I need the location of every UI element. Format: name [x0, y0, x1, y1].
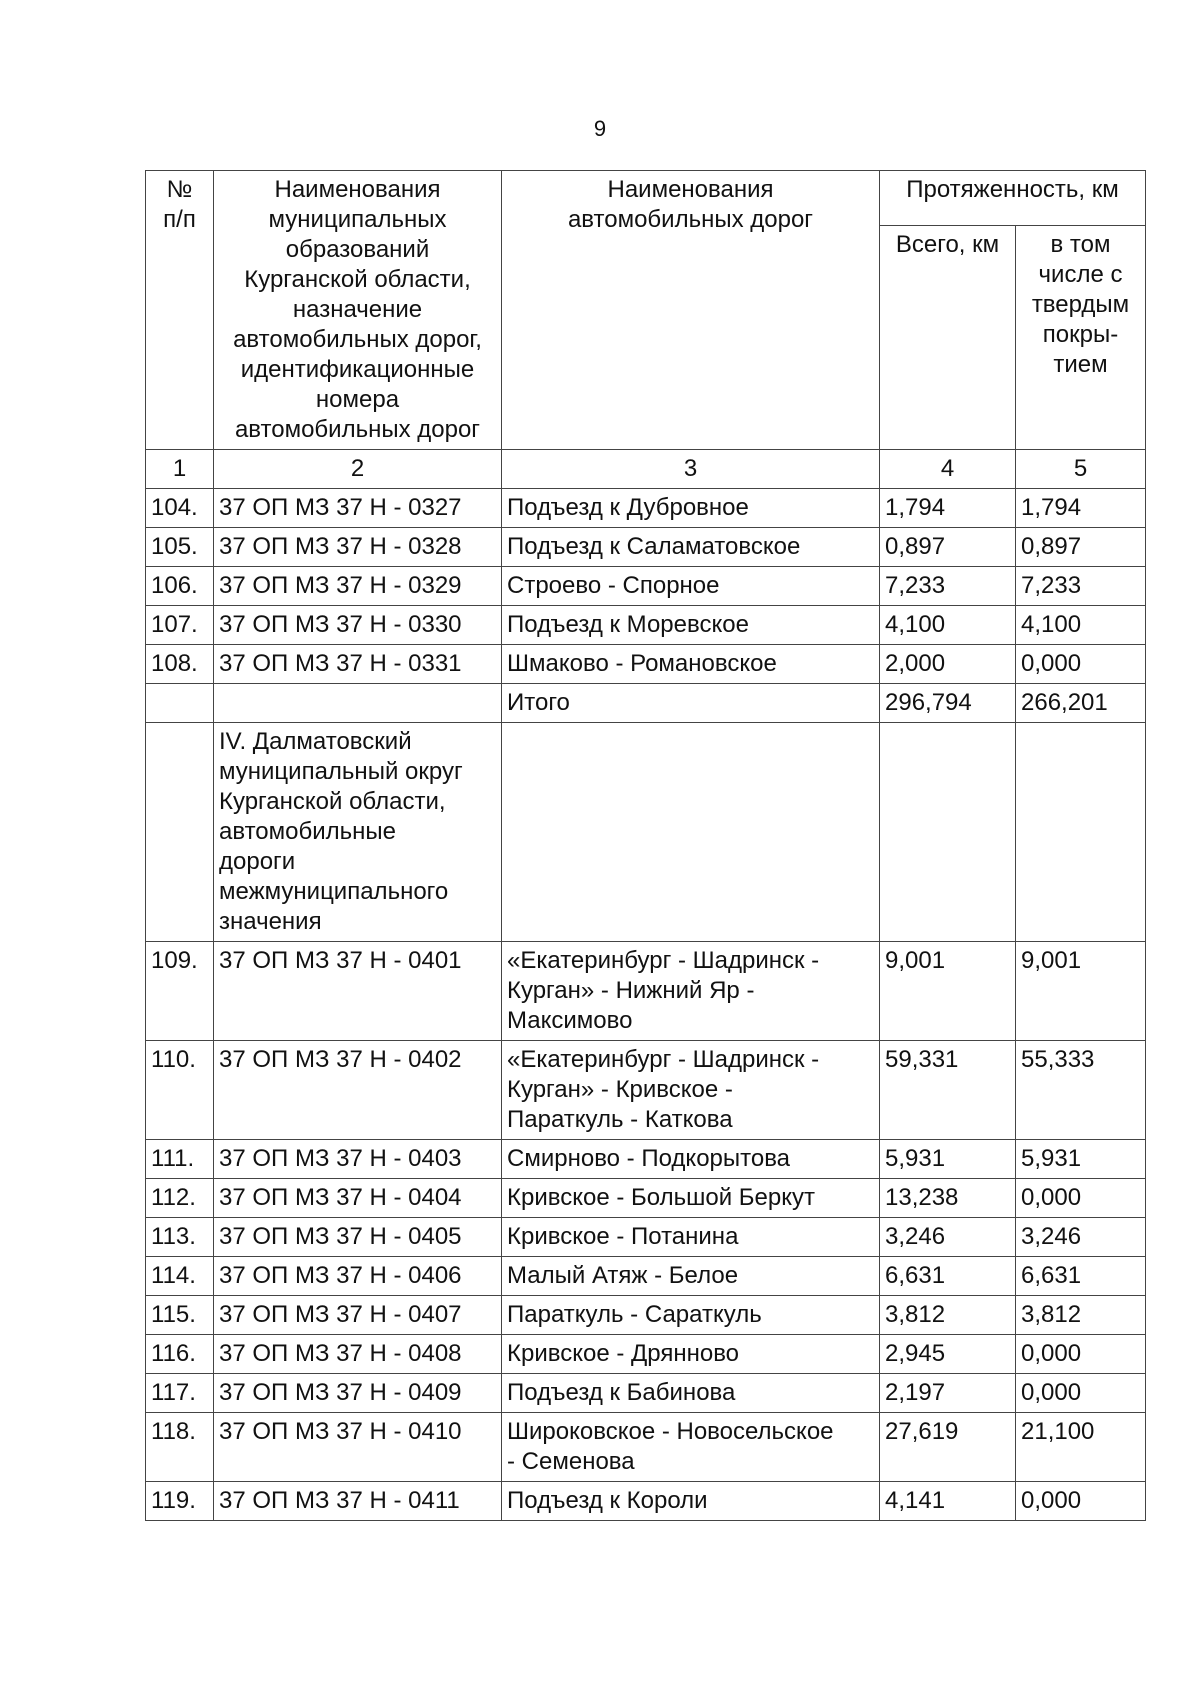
road-name: Подъезд к Моревское — [502, 606, 880, 645]
table-row — [146, 1257, 1146, 1296]
header-length-group-label: Протяженность, км — [906, 176, 1119, 203]
length-paved: 4,100 — [1016, 606, 1146, 645]
table-row — [146, 567, 1146, 606]
header-total — [880, 225, 1016, 449]
row-number: 118. — [146, 1413, 214, 1482]
header-municipality — [214, 171, 502, 450]
road-name: Малый Атяж - Белое — [502, 1257, 880, 1296]
length-paved: 0,000 — [1016, 1482, 1146, 1521]
header-no — [146, 171, 214, 450]
table-row — [146, 1179, 1146, 1218]
road-id: 37 ОП МЗ 37 Н - 0405 — [214, 1218, 502, 1257]
row-number — [146, 684, 214, 723]
table-row — [146, 1374, 1146, 1413]
row-number: 111. — [146, 1140, 214, 1179]
road-name: Кривское - Потанина — [502, 1218, 880, 1257]
road-id: 37 ОП МЗ 37 Н - 0408 — [214, 1335, 502, 1374]
length-paved: 7,233 — [1016, 567, 1146, 606]
length-total: 0,897 — [880, 528, 1016, 567]
row-number: 112. — [146, 1179, 214, 1218]
page-number: 9 — [593, 116, 607, 141]
road-name: «Екатеринбург - Шадринск - Курган» - Нижний Яр - Максимово — [502, 942, 880, 1041]
length-paved: 21,100 — [1016, 1413, 1146, 1482]
row-number: 108. — [146, 645, 214, 684]
row-number: 117. — [146, 1374, 214, 1413]
road-id: 37 ОП МЗ 37 Н - 0409 — [214, 1374, 502, 1413]
road-id: 37 ОП МЗ 37 Н - 0402 — [214, 1041, 502, 1140]
column-number: 5 — [1016, 450, 1146, 489]
road-id: 37 ОП МЗ 37 Н - 0410 — [214, 1413, 502, 1482]
header-road-name — [502, 171, 880, 450]
length-total: 2,197 — [880, 1374, 1016, 1413]
length-paved: 3,812 — [1016, 1296, 1146, 1335]
length-total: 7,233 — [880, 567, 1016, 606]
length-total: 5,931 — [880, 1140, 1016, 1179]
road-id: 37 ОП МЗ 37 Н - 0404 — [214, 1179, 502, 1218]
table-row — [146, 942, 1146, 1041]
column-number: 2 — [214, 450, 502, 489]
road-name: Подъезд к Саламатовское — [502, 528, 880, 567]
roads-table — [145, 170, 1146, 1521]
length-paved: 0,000 — [1016, 1179, 1146, 1218]
length-paved: 55,333 — [1016, 1041, 1146, 1140]
length-paved: 5,931 — [1016, 1140, 1146, 1179]
table-row — [146, 528, 1146, 567]
length-total: 9,001 — [880, 942, 1016, 1041]
length-paved: 9,001 — [1016, 942, 1146, 1041]
header-municipality-label: Наименования муниципальных образований Курганской области, назначение автомобильных дорог, идентификационные номера автомобильных дорог — [233, 176, 482, 443]
road-name: «Екатеринбург - Шадринск - Курган» - Кривское - Параткуль - Каткова — [502, 1041, 880, 1140]
length-total: 4,141 — [880, 1482, 1016, 1521]
column-number: 4 — [880, 450, 1016, 489]
section-row — [146, 723, 1146, 942]
length-paved — [1016, 723, 1146, 942]
road-id: 37 ОП МЗ 37 Н - 0403 — [214, 1140, 502, 1179]
table-row — [146, 1296, 1146, 1335]
road-name: Строево - Спорное — [502, 567, 880, 606]
table-row — [146, 1140, 1146, 1179]
length-paved: 6,631 — [1016, 1257, 1146, 1296]
length-paved: 266,201 — [1016, 684, 1146, 723]
header-no-label: № п/п — [163, 176, 196, 233]
road-id: 37 ОП МЗ 37 Н - 0330 — [214, 606, 502, 645]
total-label: Итого — [502, 684, 880, 723]
length-total: 6,631 — [880, 1257, 1016, 1296]
table-row — [146, 1041, 1146, 1140]
header-road-name-label: Наименования автомобильных дорог — [567, 176, 814, 233]
header-paved — [1016, 225, 1146, 449]
table-row — [146, 1413, 1146, 1482]
length-paved: 0,000 — [1016, 1374, 1146, 1413]
road-id: 37 ОП МЗ 37 Н - 0411 — [214, 1482, 502, 1521]
column-number: 3 — [502, 450, 880, 489]
table-header — [146, 171, 1146, 489]
column-number: 1 — [146, 450, 214, 489]
road-id: 37 ОП МЗ 37 Н - 0328 — [214, 528, 502, 567]
road-name: Подъезд к Короли — [502, 1482, 880, 1521]
section-title: IV. Далматовский муниципальный округ Курганской области, автомобильные дороги межмуниципального значения — [214, 723, 502, 942]
length-total: 2,945 — [880, 1335, 1016, 1374]
row-number: 109. — [146, 942, 214, 1041]
table-row — [146, 645, 1146, 684]
row-number: 110. — [146, 1041, 214, 1140]
road-id: 37 ОП МЗ 37 Н - 0327 — [214, 489, 502, 528]
road-name: Кривское - Большой Беркут — [502, 1179, 880, 1218]
row-number: 107. — [146, 606, 214, 645]
road-name: Широковское - Новосельское - Семенова — [502, 1413, 880, 1482]
table-row — [146, 1218, 1146, 1257]
row-number: 115. — [146, 1296, 214, 1335]
header-total-label: Всего, км — [895, 230, 1000, 258]
row-number: 116. — [146, 1335, 214, 1374]
road-name — [502, 723, 880, 942]
table-row — [146, 1482, 1146, 1521]
length-total — [880, 723, 1016, 942]
length-paved: 3,246 — [1016, 1218, 1146, 1257]
row-number: 105. — [146, 528, 214, 567]
length-total: 3,812 — [880, 1296, 1016, 1335]
table-row — [146, 606, 1146, 645]
column-numbers-row — [146, 450, 1146, 489]
length-total: 3,246 — [880, 1218, 1016, 1257]
row-number: 119. — [146, 1482, 214, 1521]
road-name: Кривское - Дрянново — [502, 1335, 880, 1374]
row-number: 104. — [146, 489, 214, 528]
length-paved: 1,794 — [1016, 489, 1146, 528]
road-name: Подъезд к Дубровное — [502, 489, 880, 528]
road-id: 37 ОП МЗ 37 Н - 0401 — [214, 942, 502, 1041]
row-number: 106. — [146, 567, 214, 606]
total-row — [146, 684, 1146, 723]
road-name: Шмаково - Романовское — [502, 645, 880, 684]
road-id — [214, 684, 502, 723]
length-total: 27,619 — [880, 1413, 1016, 1482]
row-number: 113. — [146, 1218, 214, 1257]
table-row — [146, 1335, 1146, 1374]
length-paved: 0,000 — [1016, 1335, 1146, 1374]
road-id: 37 ОП МЗ 37 Н - 0329 — [214, 567, 502, 606]
row-number: 114. — [146, 1257, 214, 1296]
road-id: 37 ОП МЗ 37 Н - 0407 — [214, 1296, 502, 1335]
length-total: 13,238 — [880, 1179, 1016, 1218]
road-name: Подъезд к Бабинова — [502, 1374, 880, 1413]
table-body — [146, 489, 1146, 1521]
length-total: 59,331 — [880, 1041, 1016, 1140]
header-paved-label: в том числе с твердым покры- тием — [1031, 230, 1130, 378]
table-row — [146, 489, 1146, 528]
length-total: 296,794 — [880, 684, 1016, 723]
header-length-group — [880, 171, 1146, 226]
road-id: 37 ОП МЗ 37 Н - 0406 — [214, 1257, 502, 1296]
length-paved: 0,000 — [1016, 645, 1146, 684]
road-name: Параткуль - Сараткуль — [502, 1296, 880, 1335]
length-total: 4,100 — [880, 606, 1016, 645]
length-paved: 0,897 — [1016, 528, 1146, 567]
road-name: Смирново - Подкорытова — [502, 1140, 880, 1179]
road-id: 37 ОП МЗ 37 Н - 0331 — [214, 645, 502, 684]
row-number — [146, 723, 214, 942]
length-total: 2,000 — [880, 645, 1016, 684]
length-total: 1,794 — [880, 489, 1016, 528]
